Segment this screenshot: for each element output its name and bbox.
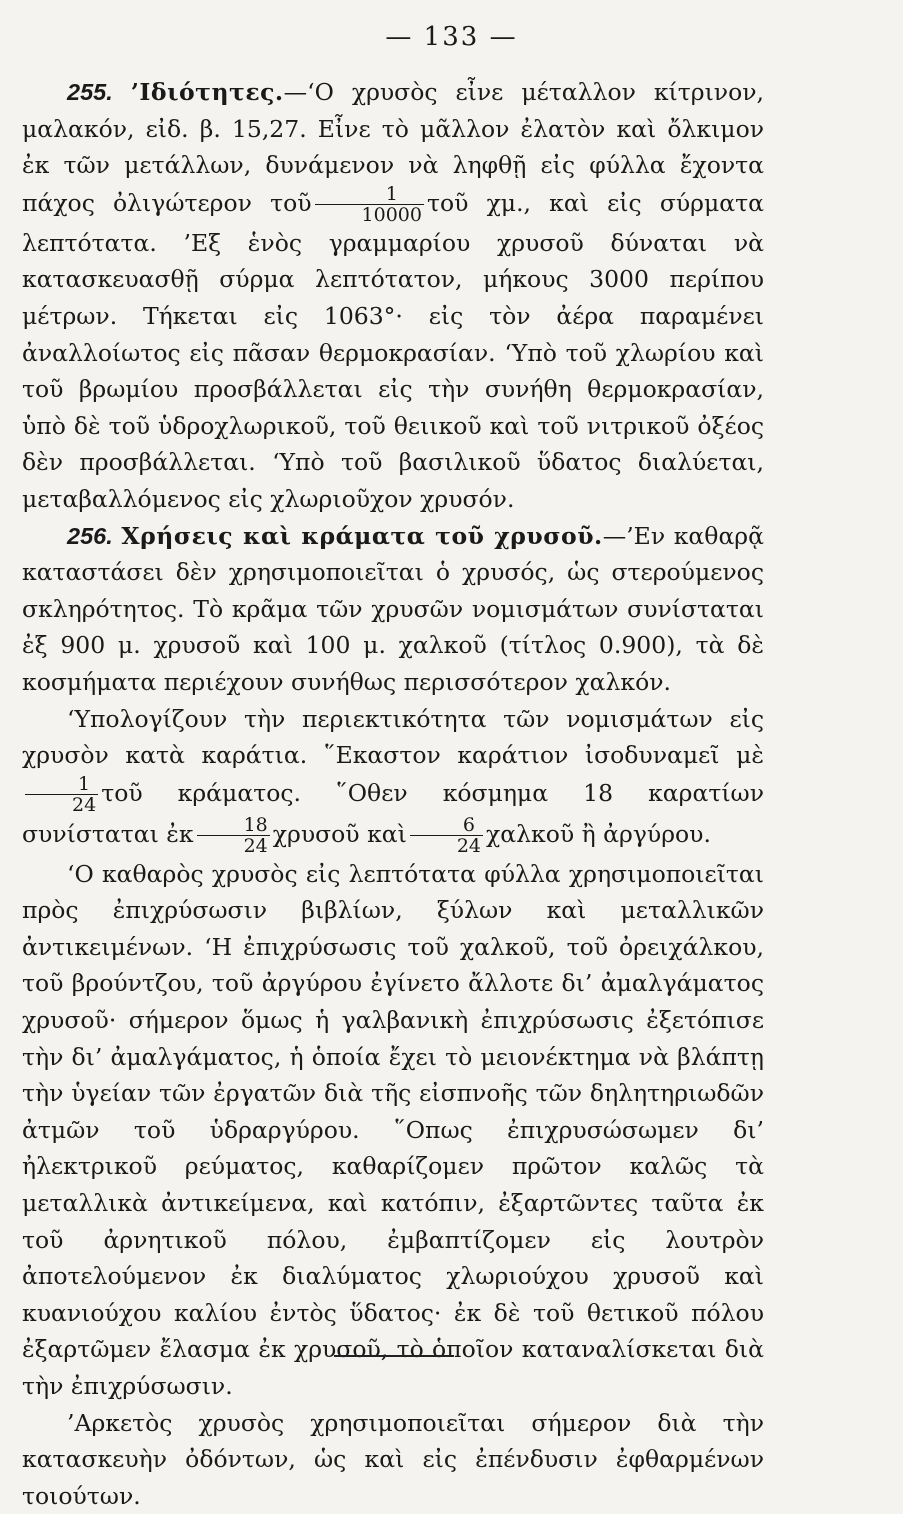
fraction-numerator: 6	[462, 813, 475, 836]
page-number: — 133 —	[385, 22, 518, 52]
fraction	[197, 815, 270, 856]
fraction-numerator: 1	[78, 772, 91, 795]
paragraph-text: ‘Υπολογίζουν τὴν περιεκτικότητα τῶν νομισμάτων εἰς χρυσὸν κατὰ καράτια. ῞Εκαστον καράτιον ἰσοδυναμεῖ μὲ	[22, 704, 764, 770]
section-256-paragraph	[22, 518, 764, 701]
paragraph-text: —‘Ο χρυσὸς εἶνε μέταλλον κίτρινον, μαλακόν, εἰδ. β. 15,27. Εἶνε τὸ μᾶλλον ἐλατὸν καὶ ὄλκιμον ἐκ τῶν μετάλλων, δυνάμενον νὰ ληφθῇ εἰς φύλλα ἔχοντα πάχος ὀλιγώτερον τοῦ	[22, 78, 764, 217]
fraction-numerator: 1	[385, 182, 398, 205]
fraction-denominator: 24	[410, 835, 483, 856]
paragraph-text: τοῦ κράματος. ῞Οθεν κόσμημα 18 καρατίων συνίσταται ἐκ	[22, 778, 764, 848]
fraction	[25, 774, 98, 815]
paragraph-text: χρυσοῦ καὶ	[272, 819, 407, 848]
carat-paragraph	[22, 701, 764, 856]
paragraph-text: τοῦ χμ., καὶ εἰς σύρματα λεπτότατα. ’Εξ ἑνὸς γραμμαρίου χρυσοῦ δύναται νὰ κατασκευασθῇ σύρμα λεπτότατον, μήκους 3000 περίπου μέτρων. Τήκεται εἰς 1063°· εἰς τὸν ἀέρα παραμένει ἀναλλοίωτος εἰς πᾶσαν θερμοκρασίαν. ‘Υπὸ τοῦ χλωρίου καὶ τοῦ βρωμίου προσβάλλεται εἰς τὴν συνήθη θερμοκρασίαν, ὑπὸ δὲ τοῦ ὑδροχλωρικοῦ, τοῦ θειικοῦ καὶ τοῦ νιτρικοῦ ὀξέος δὲν προσβάλλεται. ‘Υπὸ τοῦ βασιλικοῦ ὕδατος διαλύεται, μεταβαλλόμενος εἰς χλωριοῦχον χρυσόν.	[22, 188, 764, 513]
fraction-numerator: 18	[243, 813, 268, 836]
section-heading: ’Ιδιότητες.	[130, 78, 284, 106]
fraction-denominator: 10000	[315, 204, 424, 225]
paragraph-text: —’Εν καθαρᾷ καταστάσει δὲν χρησιμοποιεῖται ὁ χρυσός, ὡς στερούμενος σκληρότητος. Τὸ κρᾶμα τῶν χρυσῶν νομισμάτων συνίσταται ἐξ 900 μ. χρυσοῦ καὶ 100 μ. χαλκοῦ (τίτλος 0.900), τὰ δὲ κοσμήματα περιέχουν συνήθως περισσότερον χαλκόν.	[22, 521, 764, 696]
fraction-denominator: 24	[25, 794, 98, 815]
section-255-paragraph	[22, 74, 764, 518]
fraction	[410, 815, 483, 856]
fraction-denominator: 24	[197, 835, 270, 856]
gilding-paragraph: ‘Ο καθαρὸς χρυσὸς εἰς λεπτότατα φύλλα χρησιμοποιεῖται πρὸς ἐπιχρύσωσιν βιβλίων, ξύλων καὶ μεταλλικῶν ἀντικειμένων. ‘Η ἐπιχρύσωσις τοῦ χαλκοῦ, τοῦ ὀρειχάλκου, τοῦ βρούντζου, τοῦ ἀργύρου ἐγίνετο ἄλλοτε δι’ ἀμαλγάματος χρυσοῦ· σήμερον ὅμως ἡ γαλβανικὴ ἐπιχρύσωσις ἐξετόπισε τὴν δι’ ἀμαλγάματος, ἡ ὁποία ἔχει τὸ μειονέκτημα νὰ βλάπτῃ τὴν ὑγείαν τῶν ἐργατῶν διὰ τῆς εἰσπνοῆς τῶν δηλητηριωδῶν ἀτμῶν τοῦ ὑδραργύρου. ῞Οπως ἐπιχρυσώσωμεν δι’ ἠλεκτρικοῦ ρεύματος, καθαρίζομεν πρῶτον καλῶς τὰ μεταλλικὰ ἀντικείμενα, καὶ κατόπιν, ἐξαρτῶντες ταῦτα ἐκ τοῦ ἀρνητικοῦ πόλου, ἐμβαπτίζομεν εἰς λουτρὸν ἀποτελούμενον ἐκ διαλύματος χλωριούχου χρυσοῦ καὶ κυανιούχου καλίου ἐντὸς ὕδατος· ἐκ δὲ τοῦ θετικοῦ πόλου ἐξαρτῶμεν ἔλασμα ἐκ χρυσοῦ, τὸ ὁποῖον καταναλίσκεται διὰ τὴν ἐπιχρύσωσιν.	[22, 859, 764, 1400]
end-rule	[334, 1355, 454, 1357]
dental-paragraph: ’Αρκετὸς χρυσὸς χρησιμοποιεῖται σήμερον διὰ τὴν κατασκευὴν ὀδόντων, ὡς καὶ εἰς ἐπένδυσιν ἐφθαρμένων τοιούτων.	[22, 1408, 764, 1510]
section-number: 256.	[67, 522, 113, 549]
fraction	[315, 184, 424, 225]
paragraph-text: χαλκοῦ ἢ ἀργύρου.	[486, 819, 711, 848]
section-number: 255.	[67, 79, 113, 105]
section-heading: Χρήσεις καὶ κράματα τοῦ χρυσοῦ.	[121, 521, 603, 550]
page-body	[22, 74, 764, 1514]
